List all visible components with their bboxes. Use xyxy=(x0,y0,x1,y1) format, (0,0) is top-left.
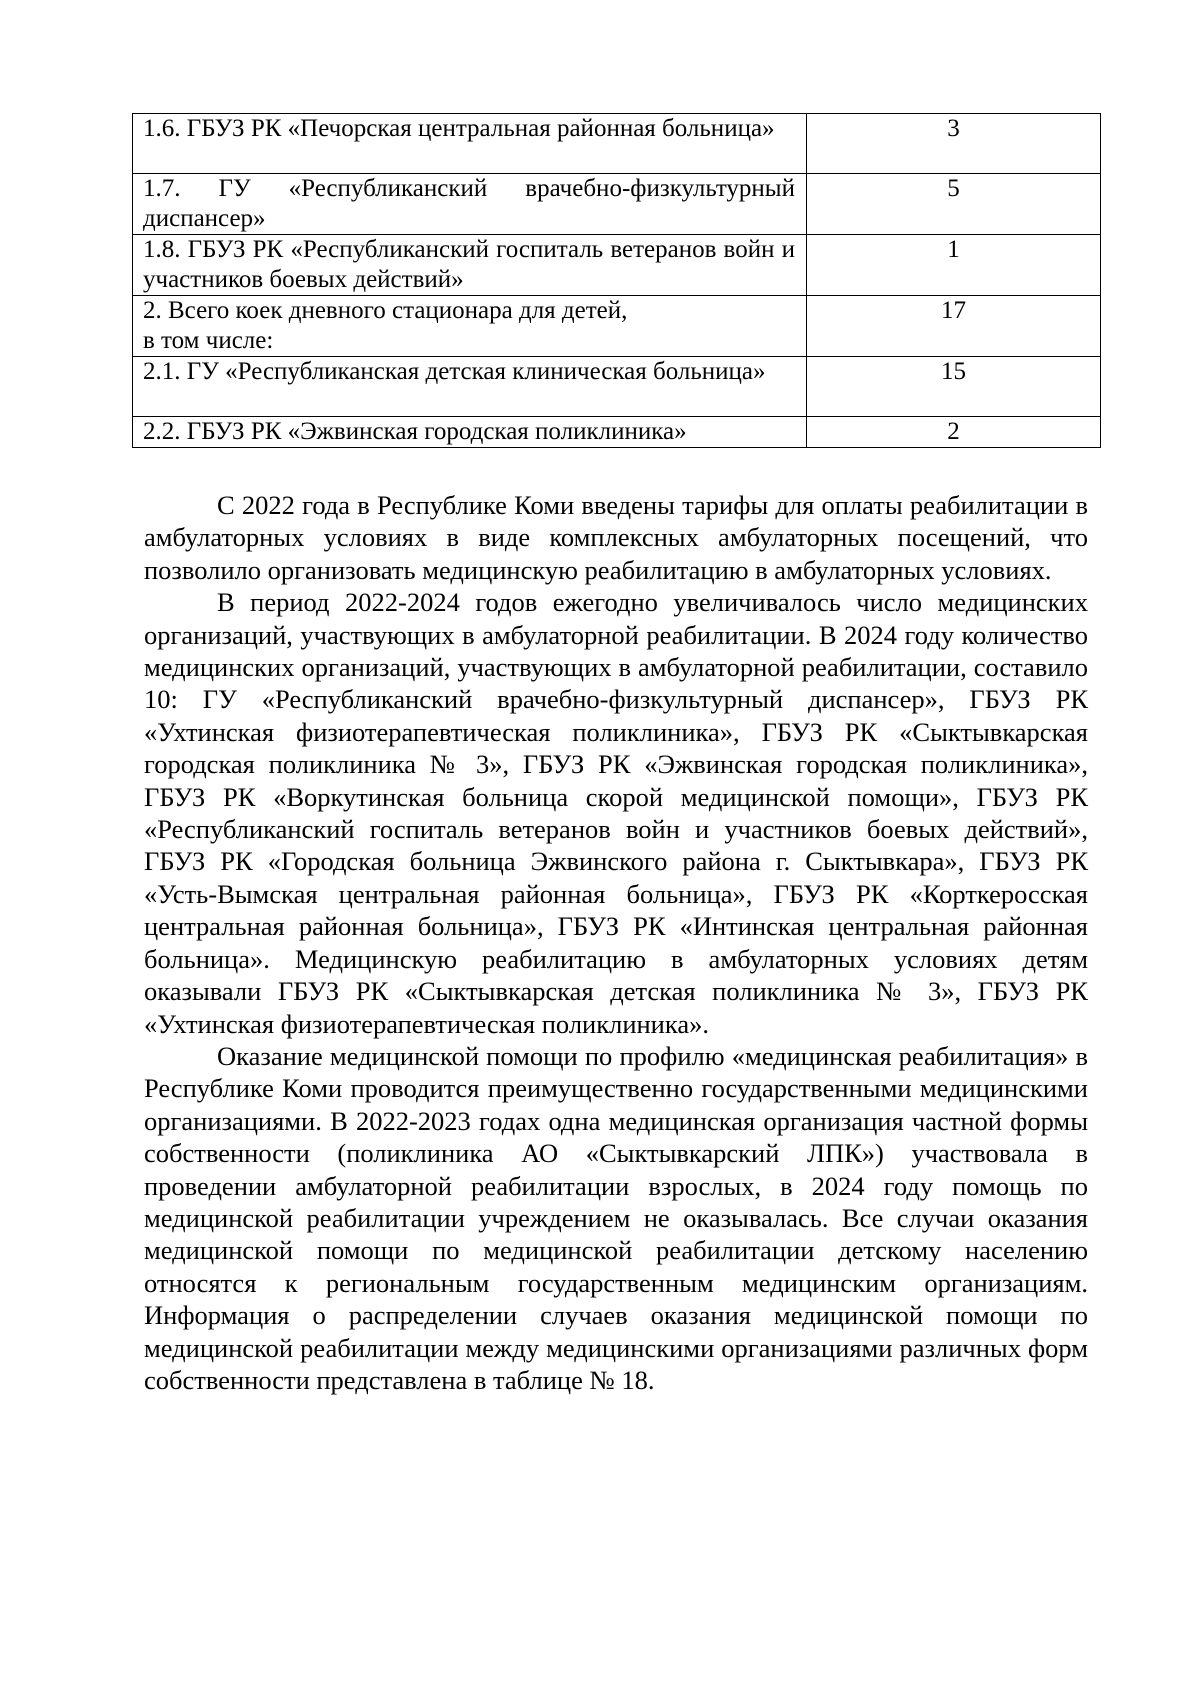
row-name: 1.7. ГУ «Республиканский врачебно-физкультурный диспансер» xyxy=(133,174,807,235)
row-name-line: 2. Всего коек дневного стационара для детей, xyxy=(143,297,628,324)
row-value: 5 xyxy=(807,174,1101,235)
row-value: 15 xyxy=(807,357,1101,417)
row-name xyxy=(133,296,807,357)
row-name: 2.2. ГБУЗ РК «Эжвинская городская поликлиника» xyxy=(133,417,807,448)
row-name: 1.6. ГБУЗ РК «Печорская центральная районная больница» xyxy=(133,114,807,174)
row-value: 17 xyxy=(807,296,1101,357)
paragraph-ownership: Оказание медицинской помощи по профилю «медицинская реабилитация» в Республике Коми проводится преимущественно государственными медицинскими организациями. В 2022-2023 годах одна медицинская организация частной формы собственности (поликлиника АО «Сыктывкарский ЛПК») участвовала в проведении амбулаторной реабилитации взрослых, в 2024 году помощь по медицинской реабилитации учреждением не оказывалась. Все случаи оказания медицинской помощи по медицинской реабилитации детскому населению относятся к региональным государственным медицинским организациям. Информация о распределении случаев оказания медицинской помощи по медицинской реабилитации между медицинскими организациями различных форм собственности представлена в таблице № 18. xyxy=(144,1040,1088,1395)
paragraph-tariffs: С 2022 года в Республике Коми введены тарифы для оплаты реабилитации в амбулаторных условиях в виде комплексных амбулаторных посещений, что позволило организовать медицинскую реабилитацию в амбулаторных условиях. xyxy=(144,490,1088,585)
row-value: 2 xyxy=(807,417,1101,448)
table-row xyxy=(133,235,1101,296)
body-text xyxy=(144,489,1088,1396)
table-row xyxy=(133,114,1101,174)
row-name: 2.1. ГУ «Республиканская детская клиническая больница» xyxy=(133,357,807,417)
beds-table xyxy=(132,113,1101,448)
row-value: 3 xyxy=(807,114,1101,174)
table-row xyxy=(133,174,1101,235)
row-name: 1.8. ГБУЗ РК «Республиканский госпиталь ветеранов войн и участников боевых действий» xyxy=(133,235,807,296)
row-value: 1 xyxy=(807,235,1101,296)
table-row xyxy=(133,296,1101,357)
table-row xyxy=(133,417,1101,448)
row-name-line: в том числе: xyxy=(143,327,274,354)
table-row xyxy=(133,357,1101,417)
paragraph-organizations: В период 2022-2024 годов ежегодно увеличивалось число медицинских организаций, участвующих в амбулаторной реабилитации. В 2024 году количество медицинских организаций, участвующих в амбулаторной реабилитации, составило 10: ГУ «Республиканский врачебно-физкультурный диспансер», ГБУЗ РК «Ухтинская физиотерапевтическая поликлиника», ГБУЗ РК «Сыктывкарская городская поликлиника № 3», ГБУЗ РК «Эжвинская городская поликлиника», ГБУЗ РК «Воркутинская больница скорой медицинской помощи», ГБУЗ РК «Республиканский госпиталь ветеранов войн и участников боевых действий», ГБУЗ РК «Городская больница Эжвинского района г. Сыктывкара», ГБУЗ РК «Усть-Вымская центральная районная больница», ГБУЗ РК «Корткеросская центральная районная больница», ГБУЗ РК «Интинская центральная районная больница». Медицинскую реабилитацию в амбулаторных условиях детям оказывали ГБУЗ РК «Сыктывкарская детская поликлиника № 3», ГБУЗ РК «Ухтинская физиотерапевтическая поликлиника». xyxy=(144,587,1088,1039)
